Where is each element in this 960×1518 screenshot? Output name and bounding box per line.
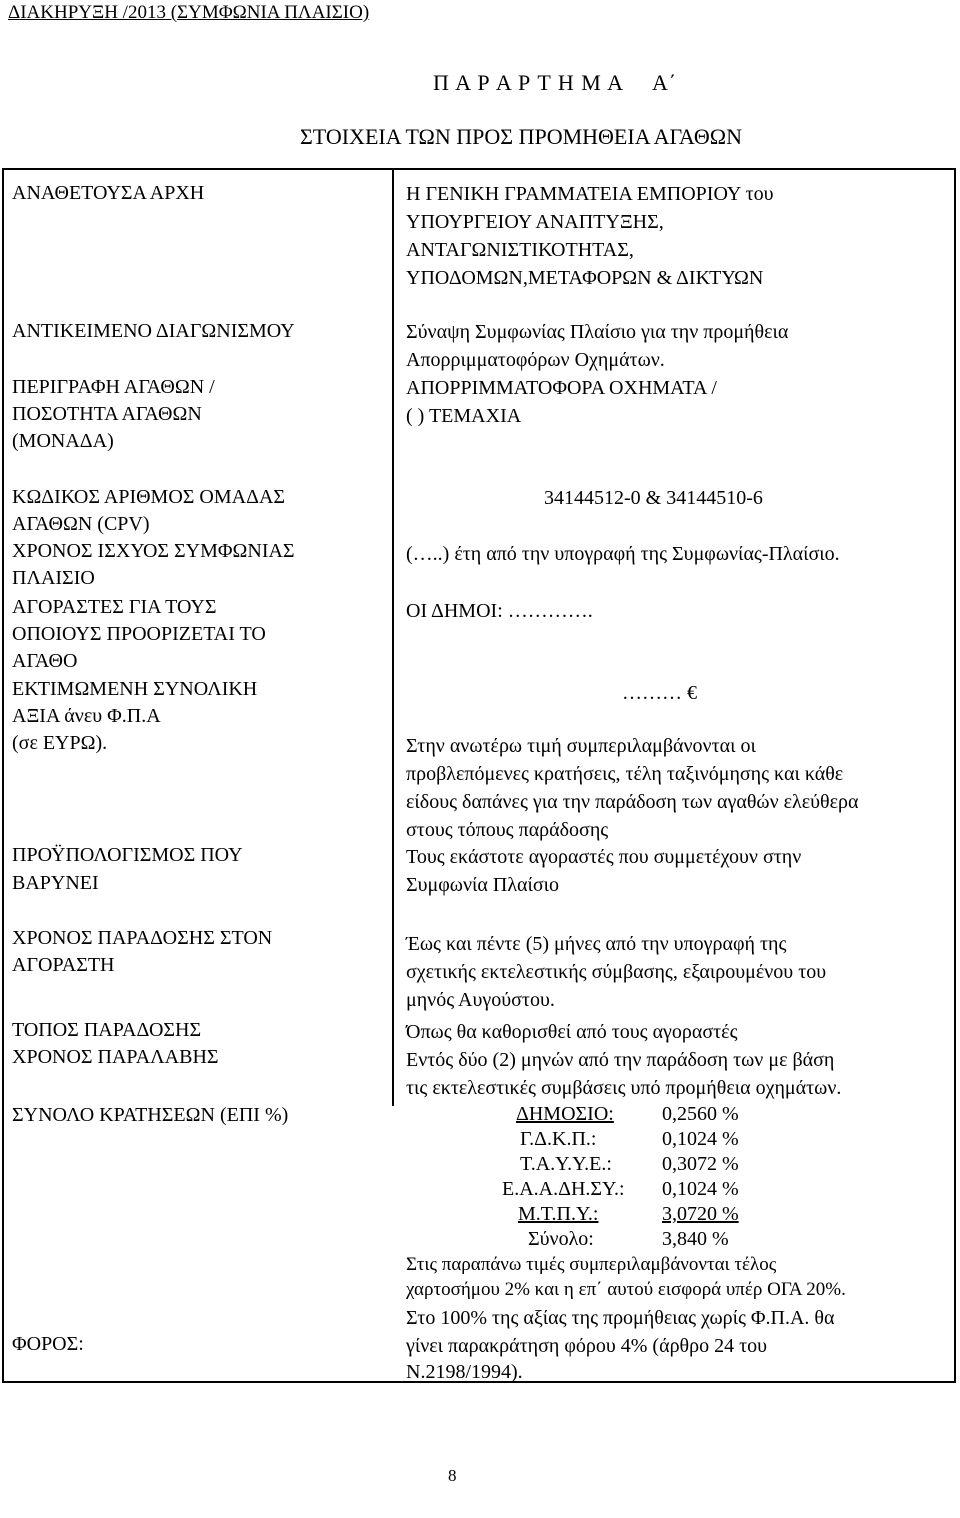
- deduction-row: [406, 1102, 739, 1127]
- label-description-1: ΠΕΡΙΓΡΑΦΗ ΑΓΑΘΩΝ /: [12, 376, 215, 398]
- value-estimated-1: Στην ανωτέρω τιμή συμπεριλαμβάνονται οι: [406, 735, 756, 757]
- value-budget-1: Τους εκάστοτε αγοραστές που συμμετέχουν στην: [406, 846, 802, 868]
- value-estimated-2: προβλεπόμενες κρατήσεις, τέλη ταξινόμησης και κάθε: [406, 763, 844, 785]
- value-delivery-time-3: μηνός Αυγούστου.: [406, 989, 555, 1011]
- deductions-note-1: Στις παραπάνω τιμές συμπεριλαμβάνονται τέλος: [406, 1254, 777, 1275]
- value-contracting-authority-3: ΑΝΤΑΓΩΝΙΣΤΙΚΟΤΗΤΑΣ,: [406, 239, 634, 261]
- value-tax-1: Στο 100% της αξίας της προμήθειας χωρίς Φ.Π.Α. θα: [406, 1307, 835, 1329]
- deduction-value: 0,2560 %: [662, 1103, 739, 1125]
- value-budget-2: Συμφωνία Πλαίσιο: [406, 874, 560, 896]
- value-estimated-4: στους τόπους παράδοσης: [406, 819, 609, 841]
- deductions-note-2: χαρτοσήμου 2% και η επ΄ αυτού εισφορά υπέρ ΟΓΑ 20%.: [406, 1279, 846, 1300]
- label-validity-2: ΠΛΑΙΣΙΟ: [12, 567, 95, 589]
- value-delivery-time-1: Έως και πέντε (5) μήνες από την υπογραφή της: [406, 933, 787, 955]
- value-buyers: ΟΙ ΔΗΜΟΙ: ………….: [406, 600, 593, 622]
- label-description-2: ΠΟΣΟΤΗΤΑ ΑΓΑΘΩΝ: [12, 403, 202, 425]
- header-text: ΔΙΑΚΗΡΥΞΗ /2013 (ΣΥΜΦΩΝΙΑ ΠΛΑΙΣΙΟ): [8, 2, 370, 23]
- deduction-value: 3,0720 %: [662, 1203, 739, 1225]
- value-tax-3: Ν.2198/1994).: [406, 1361, 523, 1383]
- document-header: [8, 0, 369, 26]
- deduction-row: [406, 1152, 739, 1177]
- label-delivery-place: ΤΟΠΟΣ ΠΑΡΑΔΟΣΗΣ: [12, 1019, 202, 1041]
- appendix-subtitle: ΣΤΟΙΧΕΙΑ ΤΩΝ ΠΡΟΣ ΠΡΟΜΗΘΕΙΑ ΑΓΑΘΩΝ: [300, 124, 742, 149]
- deduction-name: Γ.Δ.Κ.Π.:: [520, 1128, 597, 1150]
- label-estimated-value-1: ΕΚΤΙΜΩΜΕΝΗ ΣΥΝΟΛΙΚΗ: [12, 678, 258, 700]
- value-estimated-3: είδους δαπάνες για την παράδοση των αγαθών ελεύθερα: [406, 791, 859, 813]
- label-estimated-value-3: (σε ΕΥΡΩ).: [12, 732, 108, 754]
- label-delivery-time-1: ΧΡΟΝΟΣ ΠΑΡΑΔΟΣΗΣ ΣΤΟΝ: [12, 927, 273, 949]
- label-buyers-2: ΟΠΟΙΟΥΣ ΠΡΟΟΡΙΖΕΤΑΙ ΤΟ: [12, 623, 266, 645]
- deduction-total-value: 3,840 %: [662, 1228, 729, 1250]
- appendix-title-text: Π Α Ρ Α Ρ Τ Η Μ Α: [433, 70, 625, 95]
- value-cpv: 34144512-0 & 34144510-6: [544, 487, 763, 509]
- value-tax-2: γίνει παρακράτηση φόρου 4% (άρθρο 24 του: [406, 1335, 768, 1357]
- deduction-value: 0,1024 %: [662, 1128, 739, 1150]
- label-validity-1: ΧΡΟΝΟΣ ΙΣΧΥΟΣ ΣΥΜΦΩΝΙΑΣ: [12, 540, 295, 562]
- appendix-title: [433, 70, 677, 96]
- deduction-total-name: Σύνολο:: [528, 1228, 594, 1250]
- appendix-letter: Α΄: [652, 70, 678, 95]
- deduction-value: 0,1024 %: [662, 1178, 739, 1200]
- deduction-row: [406, 1127, 739, 1152]
- value-delivery-place: Όπως θα καθορισθεί από τους αγοραστές: [406, 1021, 738, 1043]
- label-buyers-1: ΑΓΟΡΑΣΤΕΣ ΓΙΑ ΤΟΥΣ: [12, 596, 217, 618]
- value-contracting-authority-2: ΥΠΟΥΡΓΕΙΟΥ ΑΝΑΠΤΥΞΗΣ,: [406, 211, 664, 233]
- value-contracting-authority-4: ΥΠΟΔΟΜΩΝ,ΜΕΤΑΦΟΡΩΝ & ΔΙΚΤΥΩΝ: [406, 267, 764, 289]
- deduction-name: ΔΗΜΟΣΙΟ:: [516, 1103, 614, 1125]
- deduction-value: 0,3072 %: [662, 1153, 739, 1175]
- page-number: 8: [448, 1466, 457, 1485]
- value-receipt-time-2: τις εκτελεστικές συμβάσεις υπό προμήθεια οχημάτων.: [406, 1077, 842, 1099]
- label-budget-2: ΒΑΡΥΝΕΙ: [12, 872, 99, 894]
- deduction-name: Ε.Α.Α.ΔΗ.ΣΥ.:: [502, 1178, 625, 1200]
- label-receipt-time: ΧΡΟΝΟΣ ΠΑΡΑΛΑΒΗΣ: [12, 1046, 219, 1068]
- value-estimated-amount: ……… €: [622, 682, 697, 704]
- value-subject-2: Απορριμματοφόρων Οχημάτων.: [406, 349, 665, 371]
- value-contracting-authority-1: Η ΓΕΝΙΚΗ ΓΡΑΜΜΑΤΕΙΑ ΕΜΠΟΡΙΟΥ του: [406, 183, 774, 205]
- value-validity: (…..) έτη από την υπογραφή της Συμφωνίας-Πλαίσιο.: [406, 543, 840, 565]
- deduction-total-row: [406, 1227, 729, 1252]
- value-description-2: ( ) ΤΕΜΑΧΙΑ: [406, 405, 522, 427]
- value-receipt-time-1: Εντός δύο (2) μηνών από την παράδοση των με βάση: [406, 1049, 835, 1071]
- label-cpv-2: ΑΓΑΘΩΝ (CPV): [12, 513, 150, 535]
- label-contracting-authority: ΑΝΑΘΕΤΟΥΣΑ ΑΡΧΗ: [12, 182, 205, 204]
- value-delivery-time-2: σχετικής εκτελεστικής σύμβασης, εξαιρουμένου του: [406, 961, 827, 983]
- label-cpv-1: ΚΩΔΙΚΟΣ ΑΡΙΘΜΟΣ ΟΜΑΔΑΣ: [12, 486, 286, 508]
- label-tax: ΦΟΡΟΣ:: [12, 1333, 84, 1355]
- value-subject-1: Σύναψη Συμφωνίας Πλαίσιο για την προμήθεια: [406, 321, 789, 343]
- deduction-name: Μ.Τ.Π.Υ.:: [518, 1203, 599, 1225]
- column-divider: [392, 168, 394, 1106]
- deduction-name: Τ.Α.Υ.Υ.Ε.:: [520, 1153, 612, 1175]
- deduction-row: [406, 1177, 739, 1202]
- label-buyers-3: ΑΓΑΘΟ: [12, 650, 78, 672]
- label-budget-1: ΠΡΟΫΠΟΛΟΓΙΣΜΟΣ ΠΟΥ: [12, 844, 243, 866]
- label-description-3: (ΜΟΝΑΔΑ): [12, 430, 114, 452]
- label-delivery-time-2: ΑΓΟΡΑΣΤΗ: [12, 954, 115, 976]
- label-subject: ΑΝΤΙΚΕΙΜΕΝΟ ΔΙΑΓΩΝΙΣΜΟΥ: [12, 320, 295, 342]
- deduction-row: [406, 1202, 746, 1227]
- value-description-1: ΑΠΟΡΡΙΜΜΑΤΟΦΟΡΑ ΟΧΗΜΑΤΑ /: [406, 377, 717, 399]
- label-estimated-value-2: ΑΞΙΑ άνευ Φ.Π.Α: [12, 705, 161, 727]
- label-deductions: ΣΥΝΟΛΟ ΚΡΑΤΗΣΕΩΝ (ΕΠΙ %): [12, 1104, 289, 1126]
